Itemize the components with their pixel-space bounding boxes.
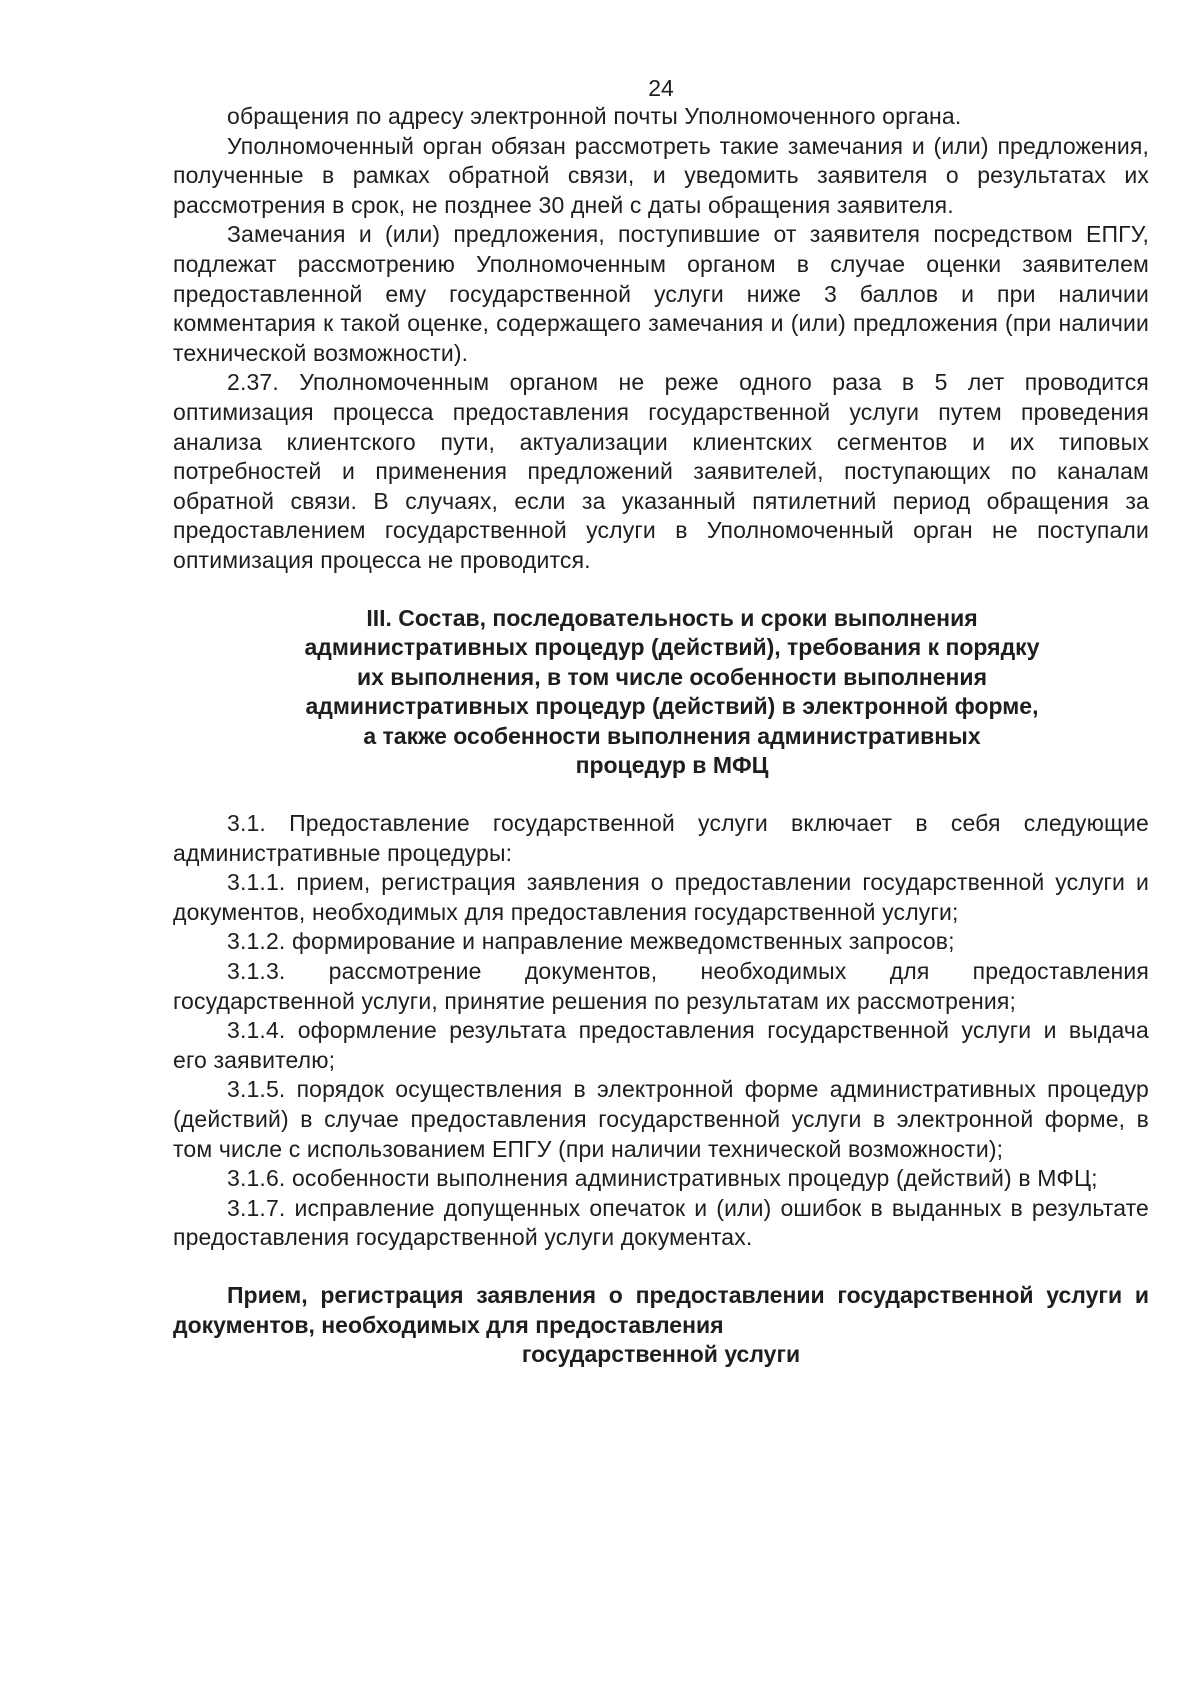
section-heading-line: их выполнения, в том числе особенности выполнения — [356, 663, 987, 690]
list-item: 3.1.7. исправление допущенных опечаток и (или) ошибок в выданных в результате предоставления государственной услуги документах. — [173, 1194, 1149, 1251]
list-item: 3.1.4. оформление результата предоставления государственной услуги и выдача его заявителю; — [173, 1017, 1149, 1073]
section-heading-line: административных процедур (действий), требования к порядку — [304, 634, 1040, 661]
intro-text-block — [173, 102, 1149, 576]
section-heading — [173, 604, 1149, 782]
paragraph: 2.37. Уполномоченным органом не реже одного раза в 5 лет проводится оптимизация процесса предоставления государственной услуги путем проведения анализа клиентского пути, актуализации клиентских сегментов и их типовых потребностей и применения предложений заявителей, поступающих по каналам обратной связи. В случаях, если за указанный пятилетний период обращения за предоставлением государственной услуги в Уполномоченный орган не поступали оптимизация процесса не проводится. — [173, 369, 1149, 573]
list-item: 3.1. Предоставление государственной услуги включает в себя следующие административные процедуры: — [173, 810, 1149, 866]
page-number: 24 — [648, 75, 674, 101]
list-item: 3.1.2. формирование и направление межведомственных запросов; — [227, 928, 955, 955]
procedures-list — [173, 809, 1149, 1253]
section-heading-line: административных процедур (действий) в электронной форме, — [305, 693, 1039, 720]
list-item: 3.1.5. порядок осуществления в электронной форме административных процедур (действий) в случае предоставления государственной услуги в электронной форме, в том числе с использованием ЕПГУ (при наличии технической возможности); — [173, 1076, 1149, 1162]
document-page — [173, 74, 1149, 1370]
section-heading-line: III. Состав, последовательность и сроки выполнения — [366, 604, 978, 631]
subsection-heading — [173, 1281, 1149, 1370]
section-heading-line: процедур в МФЦ — [575, 752, 769, 779]
paragraph: обращения по адресу электронной почты Уполномоченного органа. — [227, 103, 962, 129]
section-heading-line: а также особенности выполнения административных — [363, 722, 981, 749]
paragraph: Замечания и (или) предложения, поступившие от заявителя посредством ЕПГУ, подлежат рассмотрению Уполномоченным органом в случае оценки заявителем предоставленной ему государственной услуги ниже 3 баллов и при наличии комментария к такой оценке, содержащего замечания и (или) предложения (при наличии технической возможности). — [173, 221, 1149, 366]
subsection-heading-last-line: государственной услуги — [521, 1341, 801, 1368]
list-item: 3.1.6. особенности выполнения административных процедур (действий) в МФЦ; — [227, 1165, 1098, 1192]
subsection-heading-text: Прием, регистрация заявления о предоставлении государственной услуги и документов, необходимых для предоставления — [173, 1281, 1149, 1338]
list-item: 3.1.3. рассмотрение документов, необходимых для предоставления государственной услуги, принятие решения по результатам их рассмотрения; — [173, 958, 1149, 1014]
list-item: 3.1.1. прием, регистрация заявления о предоставлении государственной услуги и документов, необходимых для предоставления государственной услуги; — [173, 869, 1149, 925]
paragraph: Уполномоченный орган обязан рассмотреть такие замечания и (или) предложения, полученные в рамках обратной связи, и уведомить заявителя о результатах их рассмотрения в срок, не позднее 30 дней с даты обращения заявителя. — [173, 132, 1149, 218]
